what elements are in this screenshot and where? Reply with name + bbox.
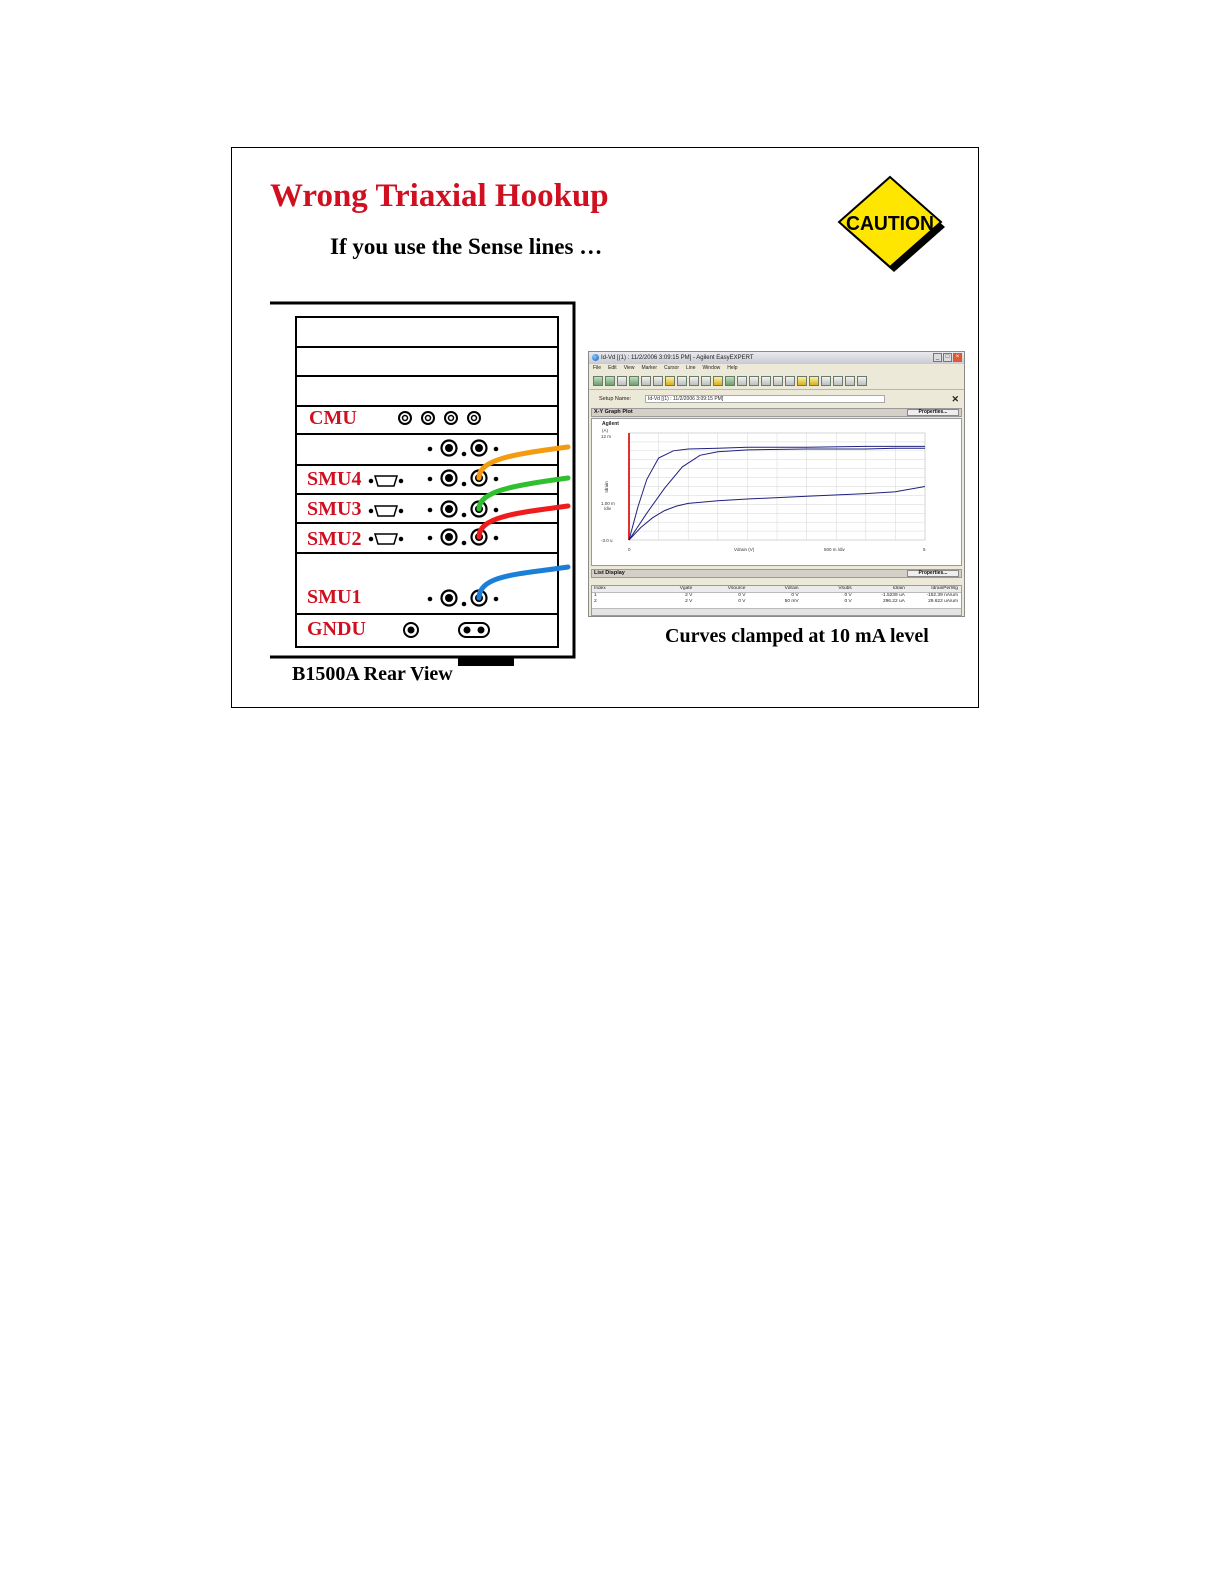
y-top-tick-label: 12 m xyxy=(601,434,612,439)
easyexpert-window xyxy=(588,351,965,617)
table-cell: -152.39 nA/um xyxy=(926,593,958,598)
caution-sign-text: CAUTION xyxy=(846,213,934,235)
menubar xyxy=(589,364,964,373)
list-panel-header xyxy=(591,569,962,578)
toolbar-export-icon[interactable] xyxy=(713,376,723,386)
cmu-label: CMU xyxy=(309,407,357,429)
toolbar-grid-icon[interactable] xyxy=(737,376,747,386)
window-title: Id-Vd [(1) : 11/2/2006 3:09:15 PM] - Agilent EasyEXPERT xyxy=(601,355,754,361)
smu3-label: SMU3 xyxy=(307,498,362,520)
column-header[interactable]: Vgate xyxy=(679,586,693,591)
smu4-cable xyxy=(479,447,568,478)
toolbar-graph-icon[interactable] xyxy=(605,376,615,386)
graph-panel-title: X-Y Graph Plot xyxy=(594,409,633,415)
id-vd-chart xyxy=(592,419,961,565)
smu1-label: SMU1 xyxy=(307,586,362,608)
table-cell: 2 xyxy=(594,599,597,604)
gndu-label: GNDU xyxy=(307,618,366,640)
graph-plot-area xyxy=(591,418,962,566)
toolbar-grid-icon[interactable] xyxy=(761,376,771,386)
toolbar-table-icon[interactable] xyxy=(641,376,651,386)
toolbar-graph-icon[interactable] xyxy=(593,376,603,386)
column-header[interactable]: IdrainPerWg xyxy=(931,586,958,591)
caption: Curves clamped at 10 mA level xyxy=(665,625,929,647)
x-div-label: 500 m /div xyxy=(824,547,845,552)
x-start-tick-label: 0 xyxy=(628,547,631,552)
close-icon[interactable]: × xyxy=(953,353,962,362)
slide-subtitle: If you use the Sense lines … xyxy=(330,234,603,259)
close-setup-icon[interactable]: ✕ xyxy=(951,394,959,404)
toolbar-layout-icon[interactable] xyxy=(833,376,843,386)
toolbar-color-icon[interactable] xyxy=(809,376,819,386)
zoom-out-icon[interactable] xyxy=(689,376,699,386)
list-panel-title: List Display xyxy=(594,570,625,576)
y-div-label: 1.00 m xyxy=(601,501,615,506)
column-header[interactable]: Index xyxy=(594,586,606,591)
table-header-row xyxy=(592,586,961,593)
y-axis-label: Idrain xyxy=(604,481,609,493)
column-header[interactable]: Vsubs xyxy=(838,586,852,591)
y-div-unit-label: /div xyxy=(604,506,612,511)
menu-view[interactable]: View xyxy=(623,365,635,371)
toolbar-grid-icon[interactable] xyxy=(749,376,759,386)
legend-agilent: Agilent xyxy=(602,421,619,427)
table-cell: 50 mV xyxy=(784,599,799,604)
slide-title: Wrong Triaxial Hookup xyxy=(270,178,609,214)
smu2-cable xyxy=(479,506,568,537)
table-cell: 0 V xyxy=(738,599,746,604)
caution-sign-icon xyxy=(835,175,953,275)
table-cell: 2 V xyxy=(685,599,693,604)
graph-properties-button[interactable]: Properties... xyxy=(907,409,959,416)
toolbar-marker-icon[interactable] xyxy=(665,376,675,386)
toolbar-grid-icon[interactable] xyxy=(773,376,783,386)
cmu-connector-icons xyxy=(399,412,480,424)
horizontal-scrollbar[interactable] xyxy=(592,608,961,615)
table-cell: 29.622 uA/um xyxy=(928,599,958,604)
setup-name-field[interactable]: Id-Vd [(1) : 11/2/2006 3:09:15 PM] xyxy=(645,395,885,403)
y-unit-label: (A) xyxy=(602,428,608,433)
smu4-label: SMU4 xyxy=(307,468,362,490)
setup-name-bar xyxy=(589,392,964,406)
menu-edit[interactable]: Edit xyxy=(608,365,617,371)
minimize-icon[interactable]: _ xyxy=(933,353,942,362)
x-end-tick-label: 5 xyxy=(923,547,926,552)
dsub-connector-icons xyxy=(370,476,403,544)
x-axis-label: Vdrain (V) xyxy=(734,547,755,552)
menu-cursor[interactable]: Cursor xyxy=(664,365,680,371)
menu-file[interactable]: File xyxy=(593,365,602,371)
table-cell: 296.22 uA xyxy=(882,599,905,604)
table-cell: -1.5239 uA xyxy=(881,593,905,598)
toolbar-layout-icon[interactable] xyxy=(845,376,855,386)
setup-name-label: Setup Name: xyxy=(599,396,632,402)
y-bottom-tick-label: -3.0 u xyxy=(601,538,613,543)
toolbar-text-icon[interactable] xyxy=(653,376,663,386)
toolbar-cross-icon[interactable] xyxy=(701,376,711,386)
toolbar-color-icon[interactable] xyxy=(797,376,807,386)
window-titlebar xyxy=(589,352,964,364)
toolbar-edit-icon[interactable] xyxy=(857,376,867,386)
toolbar-graph-icon[interactable] xyxy=(629,376,639,386)
menu-window[interactable]: Window xyxy=(702,365,721,371)
column-header[interactable]: Vdrain xyxy=(784,586,799,591)
app-icon xyxy=(592,354,599,361)
table-row[interactable] xyxy=(592,599,961,605)
toolbar-layout-icon[interactable] xyxy=(821,376,831,386)
menu-help[interactable]: Help xyxy=(727,365,738,371)
menu-marker[interactable]: Marker xyxy=(641,365,657,371)
slide xyxy=(231,147,979,708)
smu2-label: SMU2 xyxy=(307,528,362,550)
graph-panel-header xyxy=(591,408,962,417)
rear-view-label: B1500A Rear View xyxy=(292,663,453,685)
column-header[interactable]: Vsource xyxy=(727,586,746,591)
gndu-connector-icons xyxy=(404,623,489,637)
list-properties-button[interactable]: Properties... xyxy=(907,570,959,577)
toolbar-list-icon[interactable] xyxy=(617,376,627,386)
toolbar xyxy=(589,373,964,390)
smu1-cable xyxy=(479,567,568,598)
menu-line[interactable]: Line xyxy=(686,365,696,371)
table-cell: 0 V xyxy=(791,593,799,598)
table-cell: 0 V xyxy=(844,599,852,604)
column-header[interactable]: Idrain xyxy=(892,586,905,591)
toolbar-scale-icon[interactable] xyxy=(725,376,735,386)
list-display-table xyxy=(591,585,962,616)
toolbar-binoculars-icon[interactable] xyxy=(785,376,795,386)
table-cell: 0 V xyxy=(844,593,852,598)
table-cell: 1 xyxy=(594,593,597,598)
table-cell: 0 V xyxy=(738,593,746,598)
table-cell: 2 V xyxy=(685,593,693,598)
maximize-icon[interactable]: □ xyxy=(943,353,952,362)
zoom-in-icon[interactable] xyxy=(677,376,687,386)
